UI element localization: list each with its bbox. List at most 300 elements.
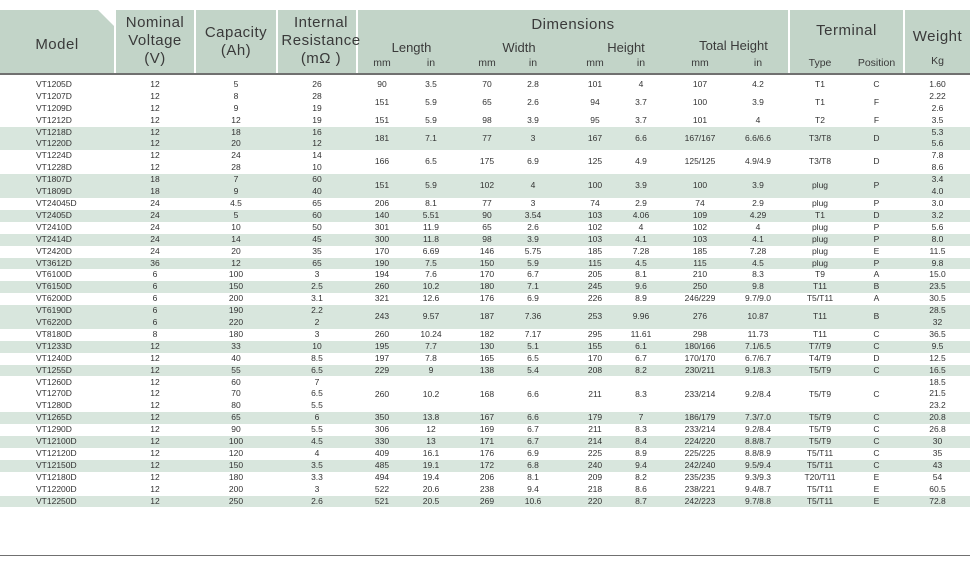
resistance-cell: 65 [312,198,322,208]
weight-cell: 21.5 [929,388,946,399]
height-in-cell: 8.9 [635,293,647,304]
capacity-cell: 8 [233,90,239,101]
length-in-cell: 19.1 [422,459,440,470]
capacity-cell: 220 [228,316,244,327]
total-height-mm-cell: 101 [692,114,708,125]
terminal-position-cell: A [873,293,880,304]
terminal-type-cell: T5/T11 [806,447,834,458]
weight-cell: 32 [932,316,943,327]
resistance-header-line2: Resistance [281,32,361,49]
width-mm-cell: 187 [479,311,495,322]
height-in-cell: 8.2 [635,471,647,482]
width-in-cell: 6.7 [527,269,539,280]
length-mm-cell: 522 [374,483,390,494]
width-in-cell: 3.9 [527,233,539,244]
weight-cell: 7.8 [931,150,944,161]
voltage-header-unit: (V) [144,50,166,67]
width-header: Width [502,40,536,55]
width-mm-cell: 171 [479,436,495,446]
voltage-cell: 6 [152,269,158,280]
total-height-mm-cell: 115 [693,257,707,268]
terminal-position-cell: D [873,132,880,143]
weight-cell: 12.5 [929,352,946,363]
length-mm-cell: 321 [374,293,390,304]
resistance-cell: 6.5 [311,364,323,375]
length-in-cell: 13.8 [422,412,440,423]
width-in-cell: 2.6 [527,96,539,107]
weight-cell: 16.5 [929,364,946,375]
resistance-cell: 3.3 [311,471,323,482]
table-row [0,412,970,424]
resistance-cell: 3.5 [311,459,323,470]
height-in-cell: 7.28 [632,245,650,256]
capacity-cell: 10 [231,221,241,232]
model-cell: VT1209D [36,102,72,113]
length-mm-cell: 301 [374,221,390,232]
resistance-cell: 5.5 [311,424,323,435]
width-in-cell: 5.75 [524,245,542,256]
model-cell: VT1233D [36,340,72,351]
height-in-cell: 8.7 [635,495,647,506]
capacity-cell: 190 [228,305,244,316]
height-mm-cell: 209 [587,471,603,482]
length-mm-cell: 195 [374,340,390,351]
model-cell: VT8180D [36,328,72,339]
height-in-cell: 8.2 [635,364,647,375]
voltage-cell: 12 [150,436,160,446]
weight-cell: 4.0 [931,186,944,197]
length-in-cell: 20.5 [422,495,440,506]
weight-cell: 8.0 [931,233,944,244]
total-height-in-cell: 4 [755,221,761,232]
height-in-cell: 4.06 [632,209,650,220]
terminal-type-cell: plug [811,180,829,191]
terminal-type-cell: plug [811,257,829,268]
capacity-cell: 5 [233,209,239,220]
length-mm-cell: 521 [374,495,390,506]
length-mm-cell: 151 [374,180,390,191]
voltage-cell: 12 [150,79,160,89]
length-in-cell: 5.9 [425,96,437,107]
height-in-cell: 4 [638,221,644,232]
length-in-cell: 20.6 [422,483,440,494]
table-row [0,305,970,329]
terminal-type-cell: T5/T9 [808,424,832,435]
voltage-cell: 24 [150,209,160,220]
width-in-cell: 7.1 [527,281,539,292]
height-mm-cell: 245 [587,281,603,292]
terminal-type-cell: T3/T8 [808,132,832,143]
model-cell: VT6190D [36,305,72,316]
width-mm-cell: 176 [479,447,495,458]
capacity-cell: 9 [233,102,239,113]
voltage-cell: 12 [150,340,160,351]
width-mm-cell: 65 [482,96,492,107]
table-row [0,484,970,496]
width-mm-cell: 98 [482,114,492,125]
weight-cell: 30 [932,436,943,446]
width-mm-cell: 269 [479,495,495,506]
table-row [0,115,970,127]
model-cell: VT1220D [36,138,72,149]
width-mm-cell: 180 [479,281,495,292]
model-cell: VT1280D [36,400,72,411]
terminal-position-cell: A [873,269,880,280]
model-header: Model [35,36,79,53]
model-cell: VT2410D [36,221,72,232]
voltage-cell: 12 [150,352,160,363]
terminal-type-cell: T20/T11 [804,471,836,482]
height-in-cell: 2.9 [635,198,647,208]
terminal-position-cell: E [873,483,880,494]
weight-cell: 3.4 [931,174,944,185]
table-row [0,79,970,91]
model-cell: VT12150D [36,459,77,470]
total-height-in-cell: 8.8/8.9 [745,447,771,458]
total-height-in-cell: 6.6/6.6 [745,132,771,143]
width-mm-cell: 146 [479,245,495,256]
height-mm-cell: 155 [587,340,603,351]
terminal-type-cell: T5/T9 [808,388,832,399]
model-cell: VT3612D [36,257,72,268]
voltage-cell: 24 [150,233,160,244]
total-height-mm-cell: 107 [692,79,708,89]
total-height-mm-cell: 170/170 [684,352,716,363]
length-in-cell: 6.5 [425,156,437,167]
capacity-cell: 180 [228,328,244,339]
voltage-cell: 12 [150,447,160,458]
resistance-cell: 3.1 [311,293,323,304]
resistance-cell: 3 [314,269,320,280]
height-in-cell: 8.9 [635,447,647,458]
capacity-cell: 40 [231,352,241,363]
capacity-cell: 20 [231,138,241,149]
total-height-mm-cell: 250 [692,281,708,292]
width-in-cell: 6.6 [527,412,539,423]
length-mm-cell: 197 [374,352,390,363]
voltage-cell: 24 [150,198,160,208]
resistance-cell: 3 [314,483,320,494]
total-height-in-cell: 3.9 [752,180,764,191]
resistance-cell: 6 [314,412,320,423]
capacity-cell: 90 [231,424,241,435]
terminal-position-cell: E [873,495,880,506]
terminal-position-cell: D [873,352,880,363]
width-mm-cell: 77 [482,132,492,143]
weight-cell: 9.8 [931,257,944,268]
height-in-cell: 11.61 [630,328,652,339]
total-height-in-cell: 9.2/8.4 [745,424,771,435]
table-row [0,424,970,436]
height-mm-cell: 253 [587,311,603,322]
width-mm-cell: 238 [479,483,495,494]
voltage-cell: 12 [150,483,160,494]
length-mm-cell: 166 [374,156,390,167]
height-in-cell: 3.9 [635,180,647,191]
width-in-cell: 6.9 [527,156,539,167]
terminal-position-cell: P [873,233,880,244]
resistance-cell: 40 [312,186,322,197]
height-mm-cell: 100 [587,180,603,191]
length-in-cell: 5.9 [425,114,437,125]
table-row [0,365,970,377]
resistance-cell: 12 [312,138,322,149]
length-mm-cell: 409 [374,447,390,458]
terminal-position-cell: P [873,221,880,232]
width-in-unit: in [528,57,538,69]
resistance-cell: 35 [312,245,322,256]
capacity-cell: 250 [228,495,244,506]
height-mm-cell: 125 [587,156,603,167]
total-height-in-cell: 9.5/9.4 [745,459,771,470]
total-height-mm-cell: 186/179 [684,412,716,423]
height-in-cell: 9.96 [632,311,650,322]
table-row [0,150,970,174]
length-mm-cell: 181 [374,132,390,143]
width-in-cell: 3 [530,132,536,143]
table-row [0,234,970,246]
length-mm-unit: mm [373,57,391,69]
resistance-cell: 3 [314,328,320,339]
table-row [0,341,970,353]
total-height-in-cell: 7.28 [749,245,767,256]
header-rule [0,73,970,75]
model-cell: VT12180D [36,471,77,482]
height-mm-cell: 208 [587,364,603,375]
capacity-cell: 18 [231,126,241,137]
terminal-type-cell: T5/T11 [806,495,834,506]
table-row [0,353,970,365]
resistance-cell: 2.2 [311,305,323,316]
length-in-cell: 11.8 [423,233,439,244]
voltage-cell: 12 [150,388,160,399]
terminal-type-cell: plug [811,198,829,208]
weight-cell: 72.8 [929,495,946,506]
length-in-cell: 10.2 [422,281,440,292]
width-in-cell: 6.9 [527,447,539,458]
length-in-cell: 7.8 [425,352,437,363]
height-in-cell: 8.1 [635,269,647,280]
terminal-type-cell: T4/T9 [808,352,832,363]
capacity-cell: 200 [228,483,244,494]
terminal-type-cell: T1 [815,209,825,220]
total-height-mm-cell: 224/220 [684,436,716,446]
weight-cell: 35 [932,447,943,458]
terminal-type-header: Type [808,57,832,69]
terminal-position-cell: C [873,364,880,375]
length-mm-cell: 260 [374,328,390,339]
weight-cell: 2.6 [931,102,944,113]
total-height-in-cell: 9.7/9.0 [745,293,771,304]
width-mm-cell: 65 [482,221,492,232]
width-mm-cell: 98 [482,233,492,244]
terminal-position-cell: C [873,79,880,89]
height-in-cell: 6.6 [635,132,647,143]
terminal-header: Terminal [816,22,877,39]
model-cell: VT2420D [36,245,72,256]
capacity-cell: 150 [228,281,244,292]
capacity-cell: 24 [231,150,241,161]
length-mm-cell: 330 [374,436,390,446]
total-height-in-cell: 7.1/6.5 [745,340,771,351]
capacity-cell: 9 [233,186,239,197]
capacity-cell: 5 [233,79,239,89]
terminal-position-cell: C [873,447,880,458]
height-mm-cell: 170 [587,352,603,363]
model-cell: VT12250D [36,495,77,506]
capacity-cell: 150 [228,459,244,470]
height-in-cell: 3.7 [635,96,647,107]
table-row [0,198,970,210]
width-in-cell: 5.1 [527,340,539,351]
resistance-cell: 10 [312,340,322,351]
length-in-cell: 16.1 [422,447,440,458]
weight-cell: 26.8 [929,424,946,435]
weight-cell: 18.5 [929,376,946,387]
width-mm-cell: 77 [482,198,492,208]
length-mm-cell: 260 [374,388,390,399]
terminal-type-cell: T7/T9 [808,340,832,351]
weight-cell: 9.5 [931,340,944,351]
height-in-cell: 4 [638,79,644,89]
weight-cell: 23.5 [929,281,946,292]
terminal-type-cell: T1 [815,96,825,107]
width-in-cell: 9.4 [527,483,539,494]
length-mm-cell: 306 [374,424,390,435]
total-height-mm-cell: 235/235 [684,471,716,482]
terminal-position-cell: C [873,412,880,423]
weight-cell: 15.0 [929,269,946,280]
height-mm-cell: 220 [587,495,603,506]
height-mm-cell: 115 [588,257,602,268]
total-height-mm-cell: 276 [692,311,708,322]
voltage-cell: 8 [152,328,158,339]
resistance-header-line1: Internal [293,14,349,31]
terminal-type-cell: T3/T8 [808,156,832,167]
height-in-cell: 8.3 [635,424,647,435]
weight-cell: 43 [932,459,943,470]
total-height-mm-cell: 238/221 [684,483,716,494]
table-row [0,472,970,484]
terminal-position-cell: P [873,180,880,191]
total-height-in-cell: 11.73 [747,328,769,339]
terminal-position-cell: P [873,198,880,208]
voltage-cell: 12 [150,495,160,506]
capacity-cell: 100 [228,436,244,446]
terminal-type-cell: T5/T9 [808,364,832,375]
total-height-in-cell: 3.9 [752,96,764,107]
capacity-cell: 200 [228,293,244,304]
model-cell: VT1205D [36,79,72,89]
table-header [0,0,970,74]
width-mm-cell: 176 [479,293,495,304]
capacity-cell: 12 [231,257,241,268]
terminal-type-cell: T5/T11 [806,293,834,304]
height-mm-cell: 102 [587,221,603,232]
voltage-cell: 6 [152,293,158,304]
weight-cell: 3.0 [931,198,944,208]
total-height-in-cell: 4 [755,114,761,125]
total-height-mm-cell: 233/214 [684,388,716,399]
weight-cell: 11.5 [929,245,946,256]
weight-cell: 60.5 [929,483,946,494]
width-in-cell: 6.5 [527,352,539,363]
total-height-mm-cell: 102 [692,221,708,232]
terminal-position-cell: F [873,114,880,125]
length-in-cell: 11.9 [423,221,439,232]
capacity-cell: 28 [231,162,241,173]
weight-unit-header: Kg [931,55,944,67]
footer-rule [0,555,970,556]
terminal-type-cell: T11 [812,328,828,339]
total-height-mm-cell: 233/214 [684,424,716,435]
height-mm-cell: 185 [587,245,603,256]
voltage-cell: 12 [150,102,160,113]
capacity-header-unit: (Ah) [220,42,252,59]
total-height-in-cell: 9.1/8.3 [745,364,771,375]
capacity-header-line1: Capacity [204,24,268,41]
width-mm-cell: 169 [479,424,495,435]
height-mm-cell: 95 [590,114,600,125]
capacity-cell: 65 [231,412,241,423]
table-row [0,448,970,460]
voltage-cell: 12 [150,471,160,482]
resistance-cell: 45 [312,233,322,244]
voltage-cell: 36 [150,257,160,268]
length-in-cell: 12 [426,424,436,435]
width-in-cell: 6.6 [527,388,539,399]
model-cell: VT1265D [36,412,72,423]
width-in-cell: 6.9 [527,293,539,304]
terminal-position-cell: E [873,471,880,482]
total-height-mm-cell: 242/240 [684,459,716,470]
weight-cell: 30.5 [929,293,946,304]
length-in-unit: in [426,57,436,69]
total-height-in-cell: 4.5 [752,257,764,268]
height-in-cell: 3.7 [635,114,647,125]
table-row [0,210,970,222]
terminal-position-cell: F [873,96,880,107]
height-mm-cell: 101 [587,79,603,89]
voltage-cell: 12 [150,364,160,375]
weight-header: Weight [912,28,963,45]
height-mm-cell: 214 [587,436,603,446]
terminal-type-cell: T1 [815,79,825,89]
table-row [0,377,970,413]
voltage-cell: 12 [150,400,160,411]
model-cell: VT2414D [36,233,72,244]
height-in-cell: 4.5 [635,257,647,268]
terminal-position-cell: C [873,328,880,339]
weight-cell: 8.6 [931,162,944,173]
voltage-cell: 6 [152,281,158,292]
weight-cell: 23.2 [929,400,946,411]
terminal-position-cell: P [873,257,880,268]
resistance-cell: 8.5 [311,352,323,363]
height-mm-cell: 103 [587,233,603,244]
voltage-cell: 24 [150,245,160,256]
terminal-type-cell: T5/T9 [808,412,832,423]
height-in-cell: 4.9 [635,156,647,167]
terminal-type-cell: T11 [812,311,828,322]
length-in-cell: 9 [428,364,434,375]
length-in-cell: 13 [426,436,436,446]
height-in-cell: 6.1 [635,340,647,351]
terminal-position-cell: C [873,424,880,435]
table-row [0,496,970,508]
capacity-cell: 4.5 [230,198,242,208]
model-cell: VT12100D [36,436,77,446]
